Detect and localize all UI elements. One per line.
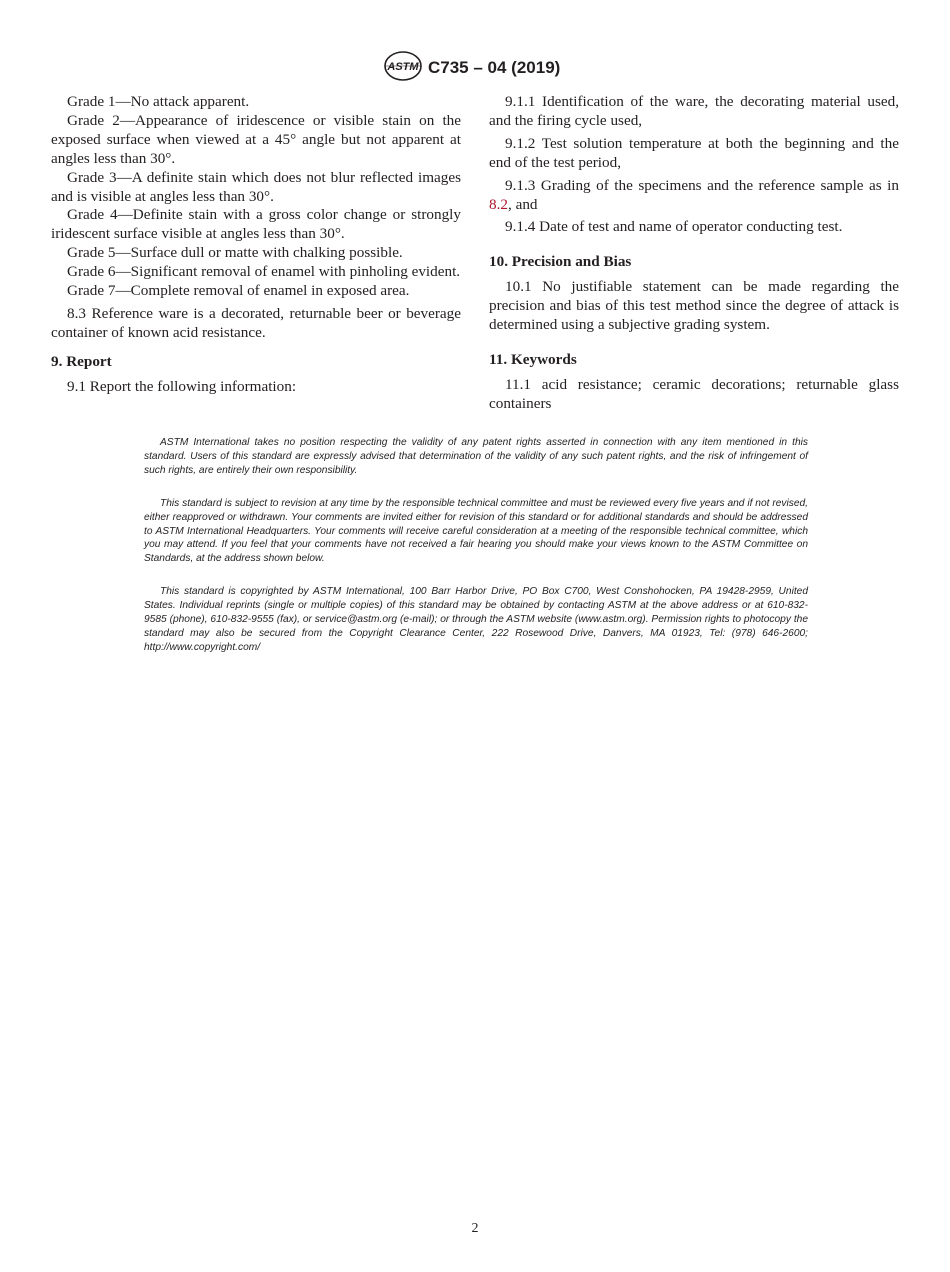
paragraph-9-1-2: 9.1.2 Test solution temperature at both the beginning and the end of the test period, [489,134,899,171]
revision-notice: This standard is subject to revision at any time by the responsible technical committee and must be reviewed every five years and if not revised, either reapproved or withdrawn. Your comments are invited either for revision of this standard or for additional standards and should be addressed to ASTM International Headquarters. Your comments will receive careful consideration at a meeting of the responsible technical committee, which you may attend. If you feel that your comments have not received a fair hearing you should make your views known to the ASTM Committee on Standards, at the address shown below. [144,497,808,565]
page-header [0,50,950,86]
grade-2-text: Grade 2—Appearance of iridescence or visible stain on the exposed surface when viewed at a 45° angle but not apparent at angles less than 30°. [51,111,461,167]
paragraph-10-1: 10.1 No justifiable statement can be made regarding the precision and bias of this test method since the degree of attack is determined using a subjective grading system. [489,278,899,334]
page-number: 2 [471,1221,479,1236]
paragraph-8-3: 8.3 Reference ware is a decorated, returnable beer or beverage container of known acid resistance. [51,304,461,341]
legal-notices [144,436,808,674]
paragraph-9-1: 9.1 Report the following information: [67,377,297,395]
paragraph-9-1-1: 9.1.1 Identification of the ware, the decorating material used, and the firing cycle used, [489,93,899,129]
left-column [51,93,461,397]
paragraph-9-1-3-text: 9.1.3 Grading of the specimens and the reference sample as in [505,176,899,194]
astm-logo-icon [383,50,423,82]
section-11-heading: 11. Keywords [489,350,577,368]
section-8-2-link[interactable]: 8.2 [489,195,508,213]
grade-7-text: Grade 7—Complete removal of enamel in exposed area. [67,282,410,300]
grade-5-text: Grade 5—Surface dull or matte with chalking possible. [67,244,403,262]
paragraph-9-1-3 [489,177,899,215]
paragraph-9-1-3-end: , and [507,195,538,213]
grade-6-text: Grade 6—Significant removal of enamel with pinholing evident. [67,263,461,281]
paragraph-11-1: 11.1 acid resistance; ceramic decorations; returnable glass containers [489,375,899,412]
grade-1-text: Grade 1—No attack apparent. [67,93,250,110]
section-9-heading: 9. Report [51,352,112,370]
document-designation: C735 – 04 (2019) [428,58,561,77]
logo-text: ASTM [387,61,419,73]
grade-4-text: Grade 4—Definite stain with a gross color change or strongly iridescent surface visible at angles less than 30°. [51,206,461,243]
patent-notice: ASTM International takes no position respecting the validity of any patent rights asserted in connection with any item mentioned in this standard. Users of this standard are expressly advised that determination of the validity of any such patent rights, and the risk of infringement of such rights, are entirely their own responsibility. [144,437,808,476]
paragraph-9-1-4: 9.1.4 Date of test and name of operator conducting test. [505,218,843,236]
section-10-heading: 10. Precision and Bias [489,253,632,271]
grade-3-text: Grade 3—A definite stain which does not blur reflected images and is visible at angles less than 30°. [51,168,461,205]
copyright-notice: This standard is copyrighted by ASTM International, 100 Barr Harbor Drive, PO Box C700, West Conshohocken, PA 19428-2959, United States. Individual reprints (single or multiple copies) of this standard may be obtained by contacting ASTM at the above address or at 610-832-9585 (phone), 610-832-9555 (fax), or service@astm.org (e-mail); or through the ASTM website (www.astm.org). Permission rights to photocopy the standard may also be secured from the Copyright Clearance Center, 222 Rosewood Drive, Danvers, MA 01923, Tel: (978) 646-2600; http://www.copyright.com/ [144,586,808,653]
right-column [489,93,899,414]
